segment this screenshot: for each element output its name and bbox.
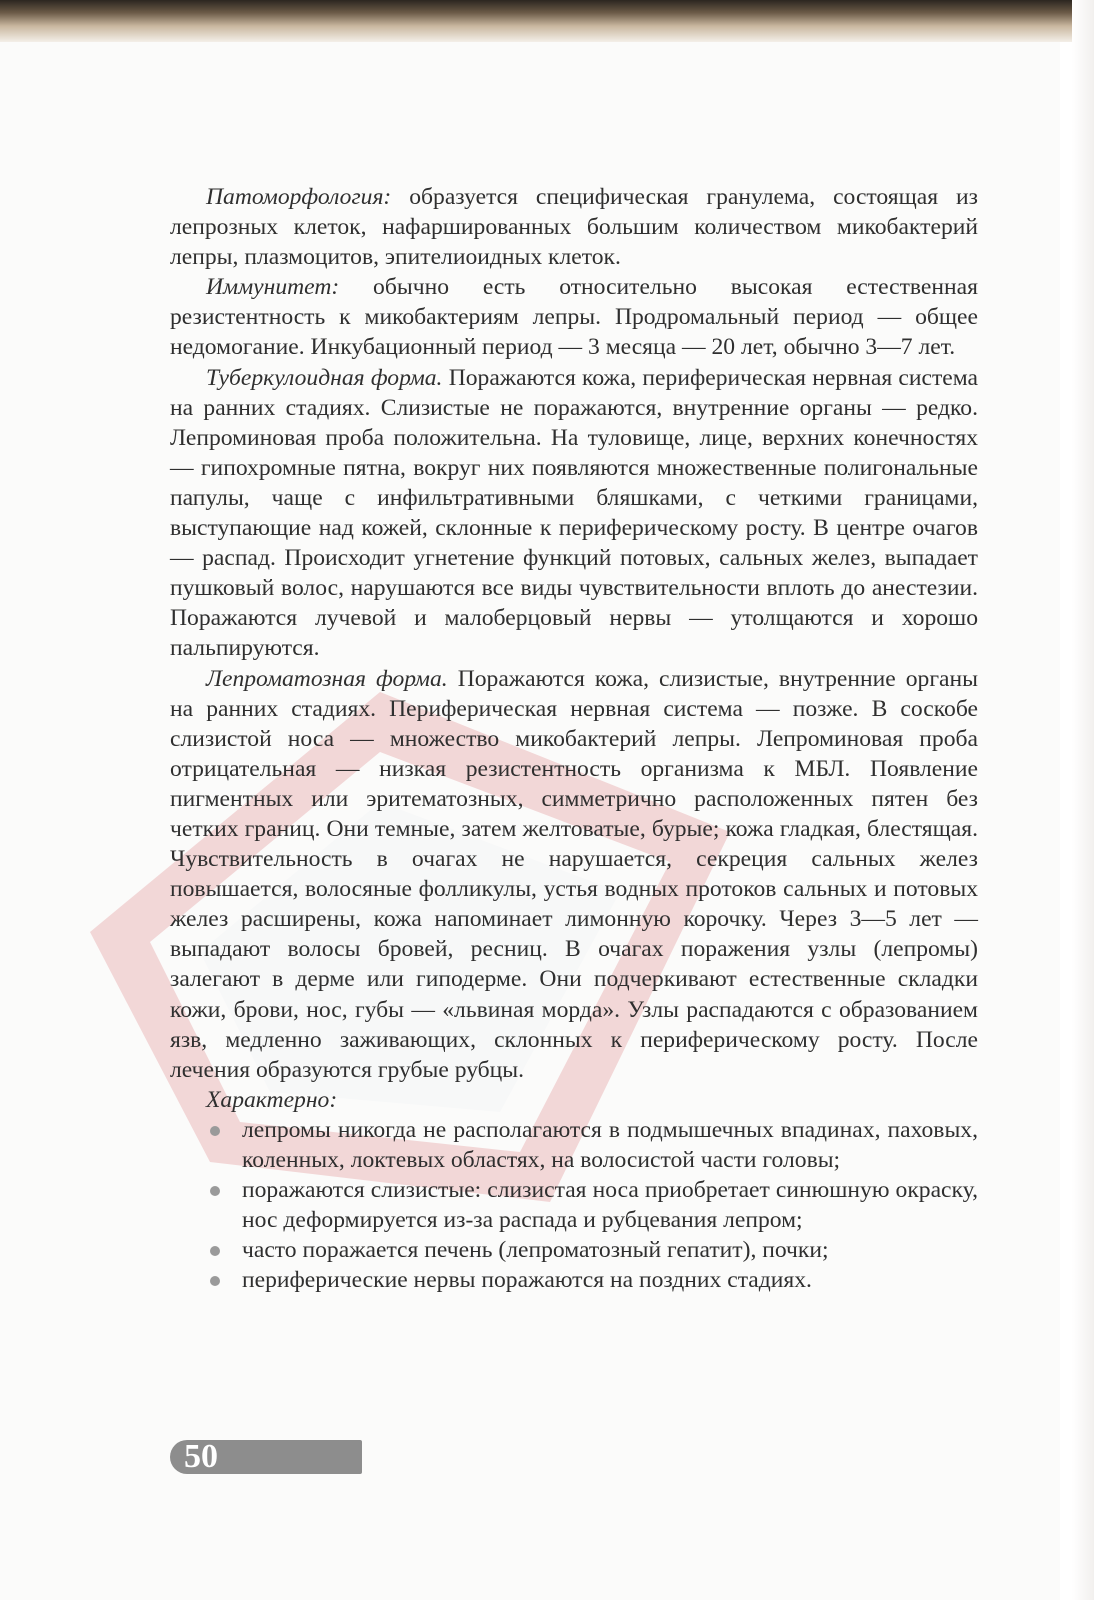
paragraph-characteristic [170, 1085, 978, 1115]
characteristic-list [170, 1115, 978, 1296]
paragraph-text: Поражаются кожа, периферическая нервная система на ранних стадиях. Слизистые не поражаются, внутренние органы — редко. Лепроминовая проба положительна. На туловище, лице, верхних конечностях — гипохромные пятна, вокруг них появляются множественные полигональные папулы, чаще с инфильтративными бляшками, с четкими границами, выступающие над кожей, склонные к периферическому росту. В центре очагов — распад. Происходит угнетение функций потовых, сальных желез, выпадает пушковый волос, нарушаются все виды чувствительности вплоть до анестезии. Поражаются лучевой и малоберцовый нервы — утолщаются и хорошо пальпируются. [170, 364, 979, 662]
list-item-text: лепромы никогда не располагаются в подмышечных впадинах, паховых, коленных, локтевых областях, на волосистой части головы; [242, 1116, 978, 1173]
list-item [170, 1175, 978, 1235]
paragraph-lead: Патоморфология: [206, 184, 392, 210]
bullet-icon [210, 1276, 220, 1286]
bullet-icon [210, 1186, 220, 1196]
paragraph-pathomorphology [170, 182, 978, 272]
bullet-icon [210, 1246, 220, 1256]
list-item [170, 1235, 978, 1265]
bullet-icon [210, 1126, 220, 1136]
book-page [0, 42, 1060, 1600]
page-number: 50 [170, 1440, 362, 1474]
paragraph-lead: Иммунитет: [206, 274, 340, 301]
scan-top-edge [0, 0, 1094, 42]
page-body [170, 182, 978, 1295]
list-item [170, 1265, 978, 1295]
paragraph-lead: Туберкулоидная форма. [206, 364, 443, 391]
list-item-text: периферические нервы поражаются на поздних стадиях. [242, 1267, 812, 1294]
list-item-text: поражаются слизистые: слизистая носа приобретает синюшную окраску, нос деформируется из-за распада и рубцевания лепром; [242, 1177, 978, 1234]
list-item-text: часто поражается печень (лепроматозный гепатит), почки; [242, 1237, 829, 1264]
paragraph-tuberculoid-form [170, 363, 978, 664]
scan-right-edge [1072, 0, 1094, 1600]
paragraph-text: обычно есть относительно высокая естественная резистентность к микобактериям лепры. Продромальный период — общее недомогание. Инкубационный период — 3 месяца — 20 лет, обычно 3—7 лет. [170, 274, 978, 361]
paragraph-lead: Характерно: [206, 1086, 338, 1113]
paragraph-immunity [170, 272, 978, 362]
list-item [170, 1115, 978, 1175]
paragraph-text: образуется специфическая гранулема, состоящая из лепрозных клеток, нафаршированных большим количеством микобактерий лепры, плазмоцитов, эпителиоидных клеток. [170, 184, 978, 271]
paragraph-text: Поражаются кожа, слизистые, внутренние органы на ранних стадиях. Периферическая нервная система — позже. В соскобе слизистой носа — множество микобактерий лепры. Лепроминовая проба отрицательная — низкая резистентность организма к МБЛ. Появление пигментных или эритематозных, симметрично расположенных пятен без четких границ. Они темные, затем желтоватые, бурые; кожа гладкая, блестящая. Чувствительность в очагах не нарушается, секреция сальных желез повышается, волосяные фолликулы, устья водных протоков сальных и потовых желез расширены, кожа напоминает лимонную корочку. Через 3—5 лет — выпадают волосы бровей, ресниц. В очагах поражения узлы (лепромы) залегают в дерме или гиподерме. Они подчеркивают естественные складки кожи, брови, нос, губы — «львиная морда». Узлы распадаются с образованием язв, медленно заживающих, склонных к периферическому росту. После лечения образуются грубые рубцы. [170, 665, 978, 1083]
paragraph-lead: Лепроматозная форма. [206, 665, 448, 692]
paragraph-lepromatous-form [170, 664, 978, 1085]
